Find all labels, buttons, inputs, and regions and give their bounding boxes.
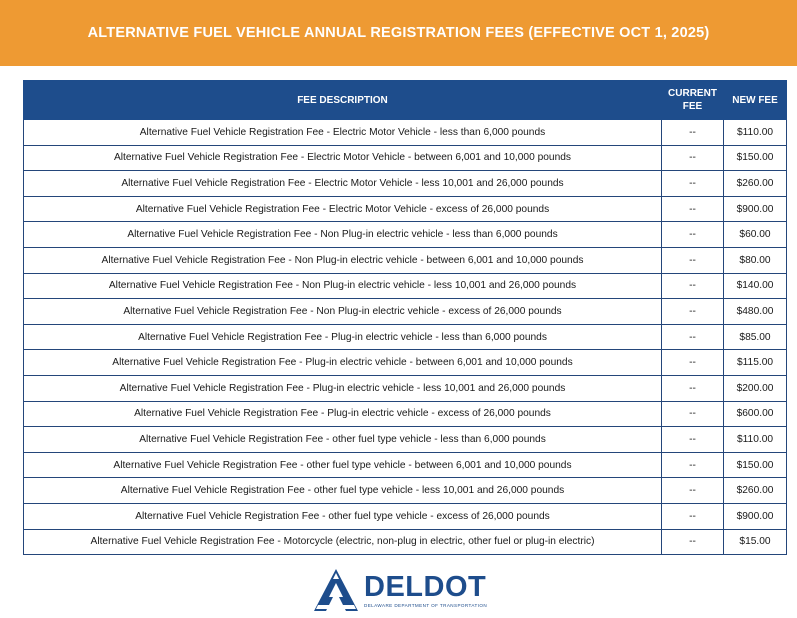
new-fee-cell: $260.00: [724, 171, 787, 197]
current-fee-cell: --: [662, 120, 724, 146]
fee-description-cell: Alternative Fuel Vehicle Registration Fee - Non Plug-in electric vehicle - less 10,001 and 26,000 pounds: [24, 273, 662, 299]
new-fee-cell: $60.00: [724, 222, 787, 248]
current-fee-cell: --: [662, 427, 724, 453]
new-fee-cell: $150.00: [724, 145, 787, 171]
fee-description-cell: Alternative Fuel Vehicle Registration Fee - other fuel type vehicle - less than 6,000 pounds: [24, 427, 662, 453]
header-current-line1: CURRENT: [668, 88, 717, 99]
current-fee-cell: --: [662, 196, 724, 222]
fee-description-cell: Alternative Fuel Vehicle Registration Fee - Motorcycle (electric, non-plug in electric, other fuel or plug-in electric): [24, 529, 662, 555]
logo-wordmark: DELDOT: [364, 571, 487, 603]
table-row: [24, 452, 787, 478]
new-fee-cell: $85.00: [724, 324, 787, 350]
current-fee-cell: --: [662, 452, 724, 478]
current-fee-cell: --: [662, 478, 724, 504]
current-fee-cell: --: [662, 401, 724, 427]
current-fee-cell: --: [662, 299, 724, 325]
new-fee-cell: $150.00: [724, 452, 787, 478]
fee-description-cell: Alternative Fuel Vehicle Registration Fee - Plug-in electric vehicle - less 10,001 and 26,000 pounds: [24, 375, 662, 401]
page-title: ALTERNATIVE FUEL VEHICLE ANNUAL REGISTRATION FEES (EFFECTIVE OCT 1, 2025): [87, 25, 710, 41]
fee-description-cell: Alternative Fuel Vehicle Registration Fee - Non Plug-in electric vehicle - less than 6,000 pounds: [24, 222, 662, 248]
current-fee-cell: --: [662, 145, 724, 171]
table-row: [24, 350, 787, 376]
table-row: [24, 375, 787, 401]
fee-description-cell: Alternative Fuel Vehicle Registration Fee - Plug-in electric vehicle - less than 6,000 pounds: [24, 324, 662, 350]
table-row: [24, 145, 787, 171]
table-row: [24, 222, 787, 248]
new-fee-cell: $15.00: [724, 529, 787, 555]
header-current-fee: [662, 81, 724, 120]
current-fee-cell: --: [662, 171, 724, 197]
table-row: [24, 171, 787, 197]
table-row: [24, 324, 787, 350]
fee-description-cell: Alternative Fuel Vehicle Registration Fee - Electric Motor Vehicle - less 10,001 and 26,000 pounds: [24, 171, 662, 197]
current-fee-cell: --: [662, 503, 724, 529]
fee-description-cell: Alternative Fuel Vehicle Registration Fee - Electric Motor Vehicle - between 6,001 and 10,000 pounds: [24, 145, 662, 171]
table-row: [24, 196, 787, 222]
current-fee-cell: --: [662, 529, 724, 555]
table-row: [24, 299, 787, 325]
fee-description-cell: Alternative Fuel Vehicle Registration Fee - Electric Motor Vehicle - less than 6,000 pounds: [24, 120, 662, 146]
new-fee-cell: $80.00: [724, 247, 787, 273]
new-fee-cell: $110.00: [724, 427, 787, 453]
table-row: [24, 120, 787, 146]
current-fee-cell: --: [662, 375, 724, 401]
table-row: [24, 478, 787, 504]
new-fee-cell: $900.00: [724, 503, 787, 529]
current-fee-cell: --: [662, 273, 724, 299]
current-fee-cell: --: [662, 247, 724, 273]
table-row: [24, 427, 787, 453]
new-fee-cell: $140.00: [724, 273, 787, 299]
table-row: [24, 529, 787, 555]
title-banner: [0, 0, 797, 66]
header-fee-description: FEE DESCRIPTION: [24, 81, 662, 120]
header-new-fee: NEW FEE: [724, 81, 787, 120]
fee-description-cell: Alternative Fuel Vehicle Registration Fee - Non Plug-in electric vehicle - between 6,001 and 10,000 pounds: [24, 247, 662, 273]
current-fee-cell: --: [662, 222, 724, 248]
current-fee-cell: --: [662, 324, 724, 350]
fee-description-cell: Alternative Fuel Vehicle Registration Fee - other fuel type vehicle - between 6,001 and 10,000 pounds: [24, 452, 662, 478]
table-row: [24, 247, 787, 273]
fee-description-cell: Alternative Fuel Vehicle Registration Fee - Non Plug-in electric vehicle - excess of 26,000 pounds: [24, 299, 662, 325]
fee-description-cell: Alternative Fuel Vehicle Registration Fee - other fuel type vehicle - excess of 26,000 pounds: [24, 503, 662, 529]
header-current-line2: FEE: [682, 101, 703, 112]
new-fee-cell: $115.00: [724, 350, 787, 376]
fee-description-cell: Alternative Fuel Vehicle Registration Fee - Plug-in electric vehicle - excess of 26,000 pounds: [24, 401, 662, 427]
new-fee-cell: $900.00: [724, 196, 787, 222]
deldot-logo: [312, 567, 502, 613]
fee-description-cell: Alternative Fuel Vehicle Registration Fee - other fuel type vehicle - less 10,001 and 26,000 pounds: [24, 478, 662, 504]
current-fee-cell: --: [662, 350, 724, 376]
new-fee-cell: $110.00: [724, 120, 787, 146]
table-row: [24, 503, 787, 529]
table-header-row: [24, 81, 787, 120]
new-fee-cell: $200.00: [724, 375, 787, 401]
new-fee-cell: $600.00: [724, 401, 787, 427]
fee-description-cell: Alternative Fuel Vehicle Registration Fee - Plug-in electric vehicle - between 6,001 and 10,000 pounds: [24, 350, 662, 376]
deldot-logo-icon: [312, 567, 360, 613]
fee-description-cell: Alternative Fuel Vehicle Registration Fee - Electric Motor Vehicle - excess of 26,000 pounds: [24, 196, 662, 222]
new-fee-cell: $480.00: [724, 299, 787, 325]
new-fee-cell: $260.00: [724, 478, 787, 504]
fee-table: [23, 80, 787, 555]
logo-subtext: DELAWARE DEPARTMENT OF TRANSPORTATION: [364, 603, 488, 608]
table-row: [24, 273, 787, 299]
table-row: [24, 401, 787, 427]
